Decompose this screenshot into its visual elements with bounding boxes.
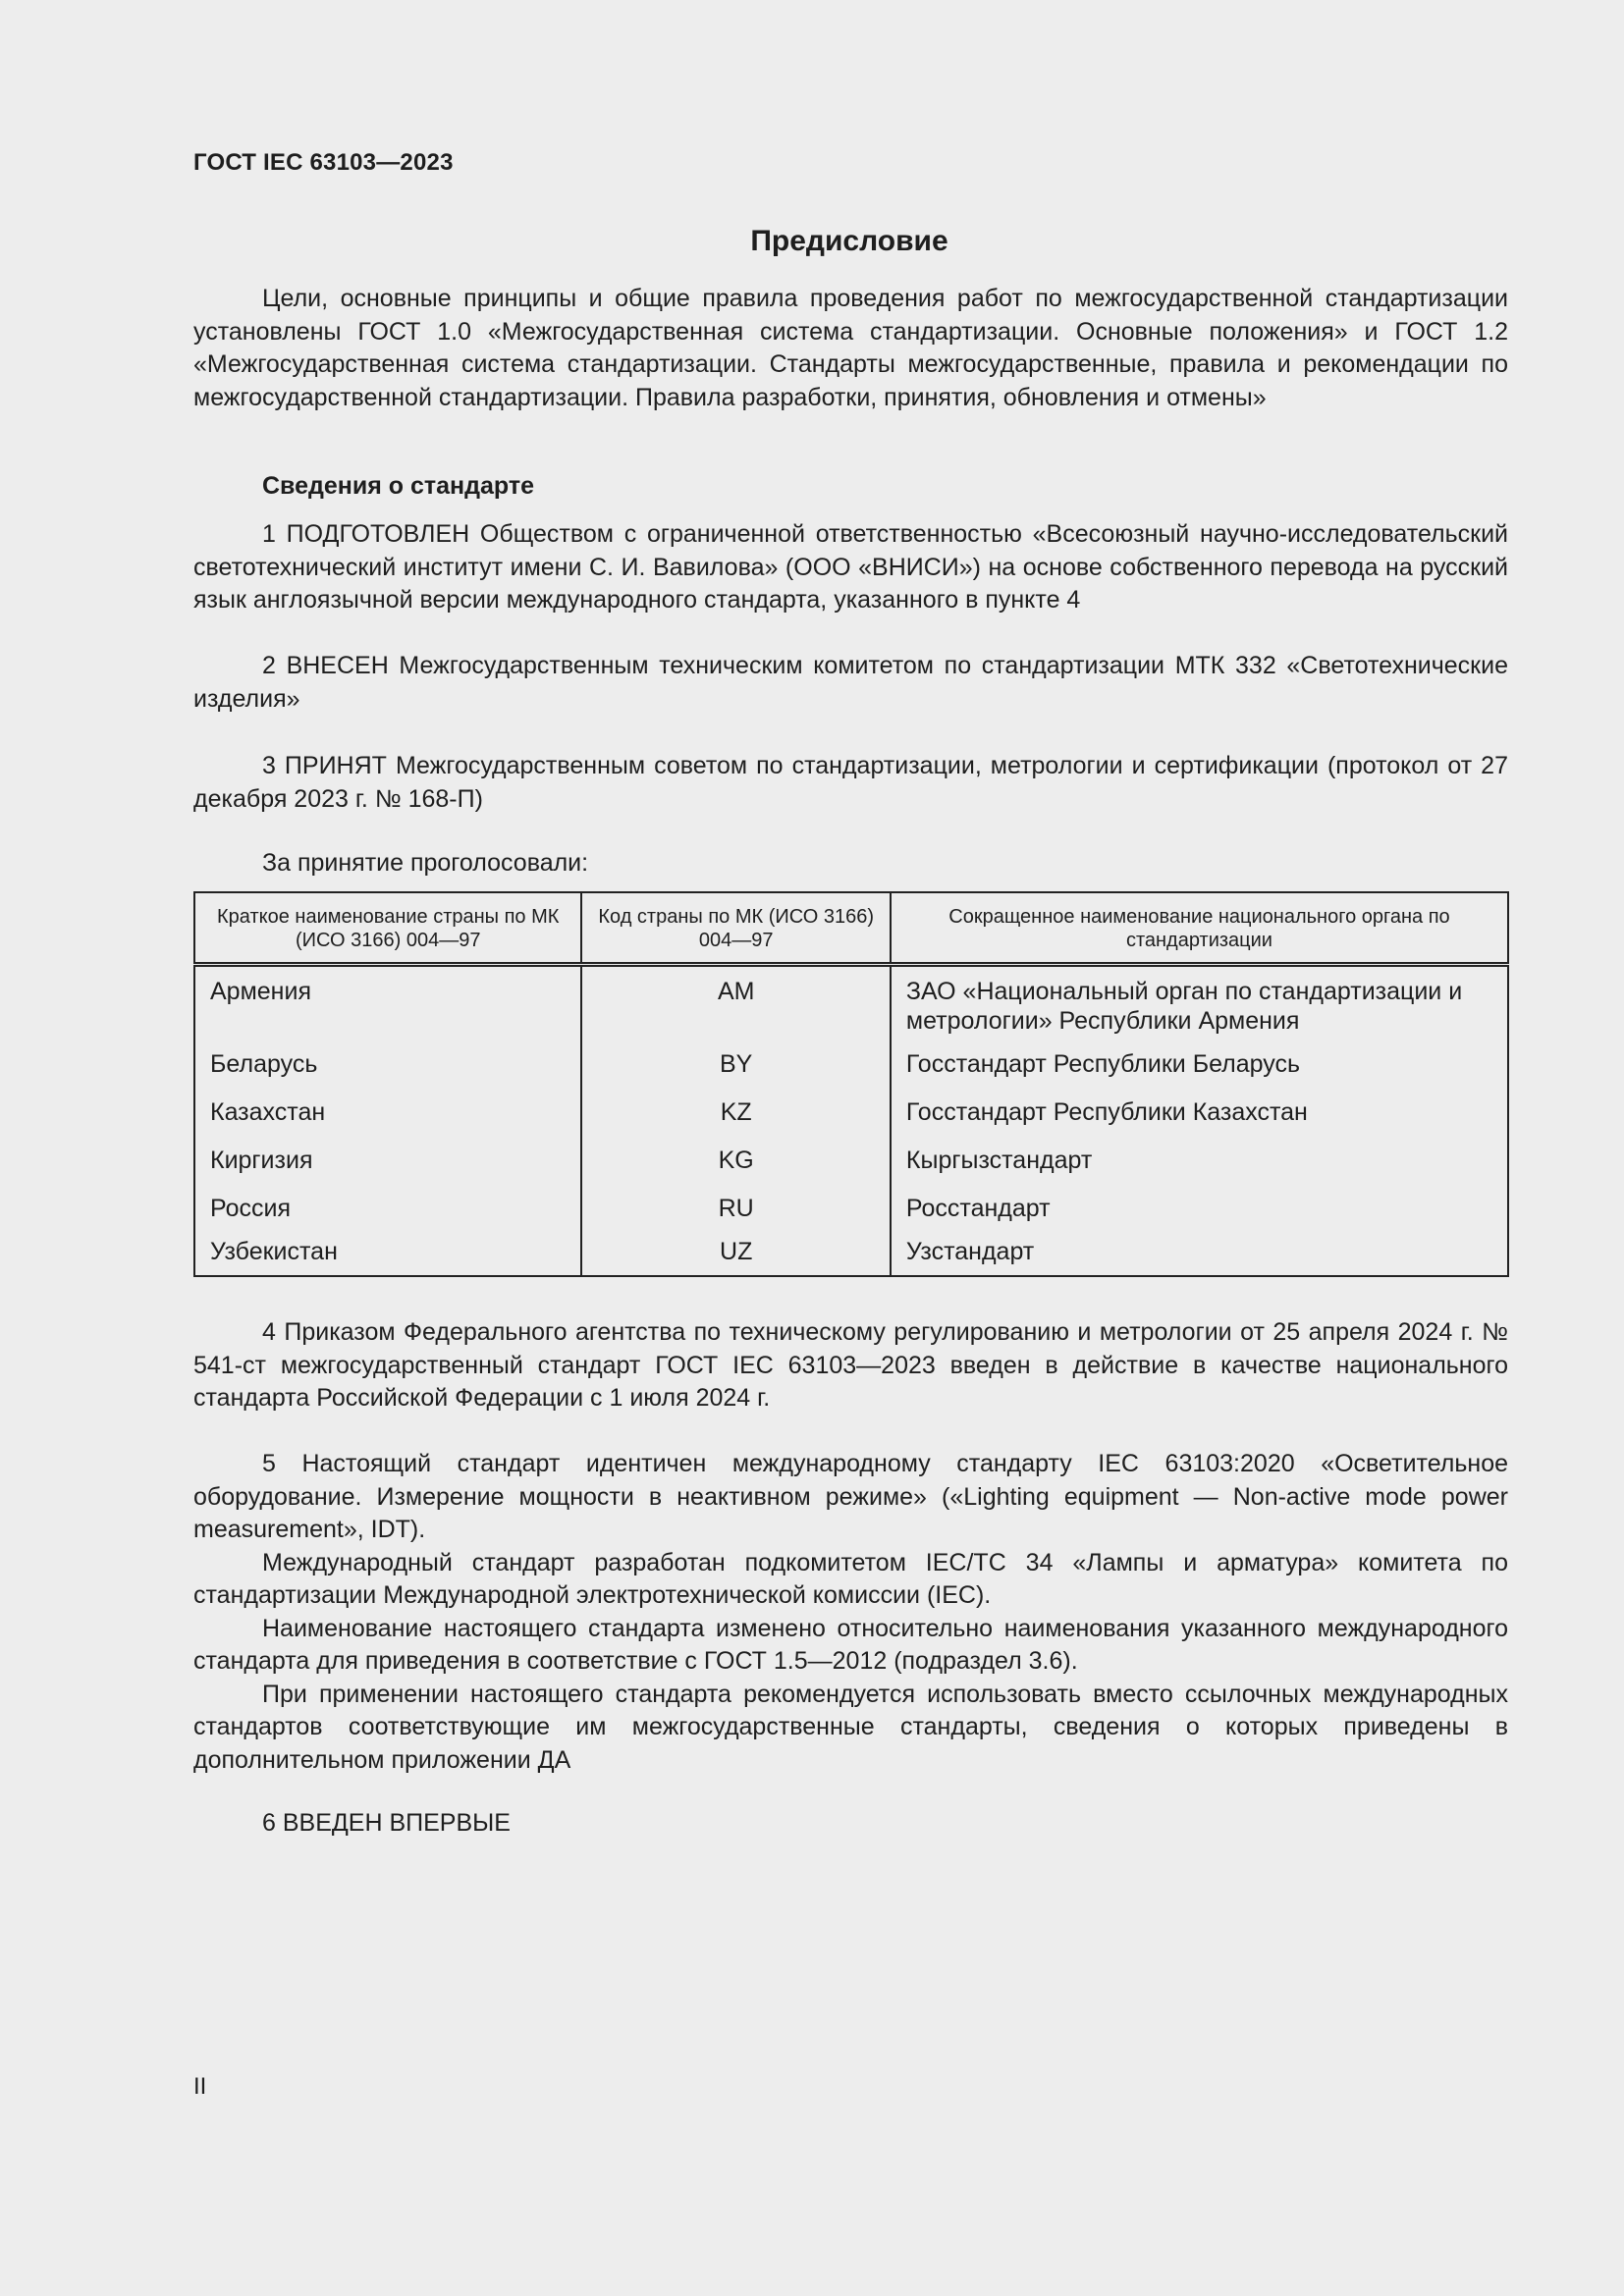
cell-code: KG (581, 1141, 890, 1189)
cell-code: UZ (581, 1237, 890, 1276)
page-number: II (193, 2073, 207, 2100)
item-5-paragraph-iec: Международный стандарт разработан подкомитетом IEC/TC 34 «Лампы и арматура» комитета по стандартизации Международной электротехнической комиссии (IEC). (193, 1548, 1508, 1609)
cell-country: Киргизия (194, 1141, 581, 1189)
header-code: Код страны по МК (ИСО 3166) 004—97 (581, 892, 890, 965)
item-2-paragraph: 2 ВНЕСЕН Межгосударственным техническим комитетом по стандартизации МТК 332 «Светотехнические изделия» (193, 652, 1508, 713)
cell-country: Беларусь (194, 1044, 581, 1093)
voting-table (193, 891, 1509, 1277)
cell-country: Узбекистан (194, 1237, 581, 1276)
table-row (194, 1044, 1508, 1093)
votes-intro: За принятие проголосовали: (262, 849, 589, 877)
cell-country: Армения (194, 965, 581, 1045)
item-3-paragraph: 3 ПРИНЯТ Межгосударственным советом по стандартизации, метрологии и сертификации (протокол от 27 декабря 2023 г. № 168-П) (193, 752, 1508, 813)
subheading: Сведения о стандарте (262, 472, 535, 500)
cell-body: Госстандарт Республики Беларусь (891, 1044, 1508, 1093)
document-header: ГОСТ IEC 63103—2023 (193, 149, 454, 176)
item-1-paragraph: 1 ПОДГОТОВЛЕН Обществом с ограниченной ответственностью «Всесоюзный научно-исследовательский светотехнический институт имени С. И. Вавилова» (ООО «ВНИСИ») на основе собственного перевода на русский язык англоязычной версии международного стандарта, указанного в пункте 4 (193, 520, 1508, 614)
item-6-paragraph: 6 ВВЕДЕН ВПЕРВЫЕ (262, 1809, 511, 1837)
cell-body: Узстандарт (891, 1237, 1508, 1276)
item-4-paragraph: 4 Приказом Федерального агентства по техническому регулированию и метрологии от 25 апреля 2024 г. № 541-ст межгосударственный стандарт ГОСТ IEC 63103—2023 введен в действие в качестве национального стандарта Российской Федерации с 1 июля 2024 г. (193, 1318, 1508, 1412)
table-row (194, 965, 1508, 1045)
header-body: Сокращенное наименование национального органа по стандартизации (891, 892, 1508, 965)
item-5-paragraph-name: Наименование настоящего стандарта изменено относительно наименования указанного международного стандарта для приведения в соответствие с ГОСТ 1.5—2012 (подраздел 3.6). (193, 1614, 1508, 1675)
cell-code: AM (581, 965, 890, 1045)
cell-body: Росстандарт (891, 1189, 1508, 1237)
item-5-paragraph: 5 Настоящий стандарт идентичен международному стандарту IEC 63103:2020 «Осветительное оборудование. Измерение мощности в неактивном режиме» («Lighting equipment — Non-active mode power measurement», IDT). (193, 1450, 1508, 1543)
header-country: Краткое наименование страны по МК (ИСО 3166) 004—97 (194, 892, 581, 965)
item-2-block (193, 650, 1508, 716)
table-row (194, 1237, 1508, 1276)
cell-body: Госстандарт Республики Казахстан (891, 1093, 1508, 1141)
table-row (194, 1141, 1508, 1189)
intro-paragraph: Цели, основные принципы и общие правила проведения работ по межгосударственной стандартизации установлены ГОСТ 1.0 «Межгосударственная система стандартизации. Основные положения» и ГОСТ 1.2 «Межгосударственная система стандартизации. Стандарты межгосударственные, правила и рекомендации по межгосударственной стандартизации. Правила разработки, принятия, обновления и отмены» (193, 285, 1508, 411)
cell-body: Кыргызстандарт (891, 1141, 1508, 1189)
item-5-block (193, 1448, 1508, 1777)
cell-body: ЗАО «Национальный орган по стандартизации и метрологии» Республики Армения (891, 965, 1508, 1045)
item-3-block (193, 750, 1508, 816)
table-row (194, 1189, 1508, 1237)
section-title: Предисловие (750, 225, 948, 257)
intro-paragraph-block (193, 283, 1508, 414)
cell-country: Россия (194, 1189, 581, 1237)
item-4-block (193, 1316, 1508, 1415)
item-1-block (193, 518, 1508, 617)
cell-country: Казахстан (194, 1093, 581, 1141)
item-6-block (193, 1807, 1508, 1841)
item-5-paragraph-refs: При применении настоящего стандарта рекомендуется использовать вместо ссылочных международных стандартов соответствующие им межгосударственные стандарты, сведения о которых приведены в дополнительном приложении ДА (193, 1680, 1508, 1774)
table-row (194, 1093, 1508, 1141)
cell-code: BY (581, 1044, 890, 1093)
cell-code: RU (581, 1189, 890, 1237)
cell-code: KZ (581, 1093, 890, 1141)
table-header-row (194, 892, 1508, 965)
